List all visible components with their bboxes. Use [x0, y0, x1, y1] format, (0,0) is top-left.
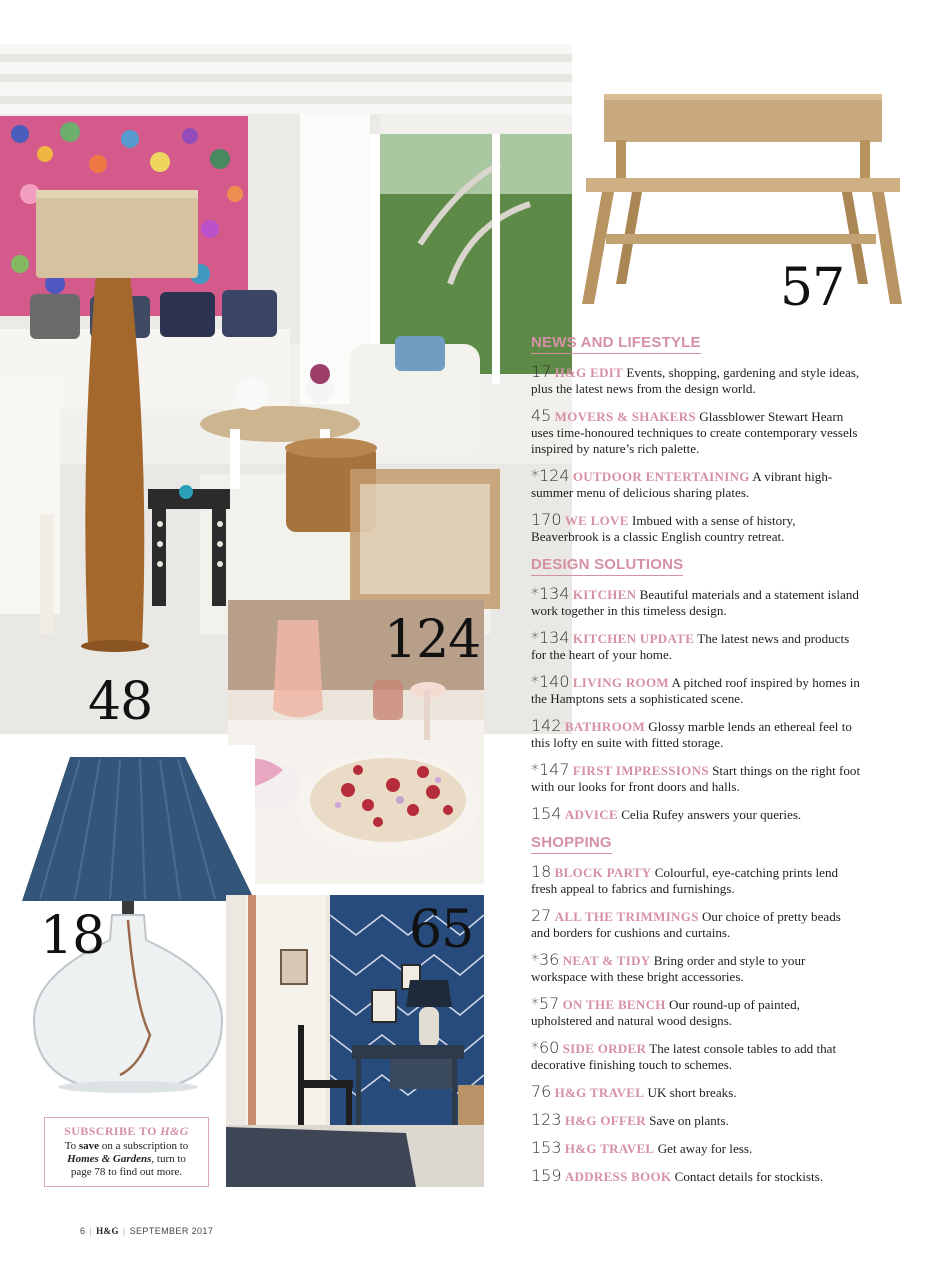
entry-title: H&G OFFER — [564, 1113, 646, 1128]
entry-desc: Celia Rufey answers your queries. — [621, 807, 802, 822]
section-heading: DESIGN SOLUTIONS — [531, 556, 683, 576]
entry-title: BATHROOM — [564, 719, 645, 734]
entry-desc: Glassblower Stewart Hearn uses time-honoured techniques to create contemporary vessels inspired by nature’s rich palette. — [531, 409, 858, 456]
contents-list — [531, 334, 861, 1196]
entry-title: H&G TRAVEL — [554, 1085, 645, 1100]
subscribe-body — [45, 1140, 208, 1179]
entry-page: 123 — [531, 1110, 562, 1129]
entry-title: KITCHEN UPDATE — [572, 631, 695, 646]
entry-desc: The latest console tables to add that decorative finishing touch to schemes. — [531, 1041, 837, 1072]
section-design-solutions — [531, 556, 861, 823]
entry-desc: Save on plants. — [649, 1113, 729, 1128]
entry-title: H&G TRAVEL — [564, 1141, 655, 1156]
entry-title: ADDRESS BOOK — [564, 1169, 672, 1184]
entry-desc: The latest news and products for the heart of your home. — [531, 631, 850, 662]
contents-entry[interactable] — [531, 586, 861, 619]
entry-page: 153 — [531, 1138, 562, 1157]
entry-title: SIDE ORDER — [562, 1041, 647, 1056]
contents-entry[interactable] — [531, 1112, 861, 1129]
contents-entry[interactable] — [531, 1168, 861, 1185]
entry-desc: Glossy marble lends an ethereal feel to this lofty en suite with fitted storage. — [531, 719, 852, 750]
entry-title: OUTDOOR ENTERTAINING — [572, 469, 750, 484]
entry-page: 142 — [531, 716, 562, 735]
entry-title: ALL THE TRIMMINGS — [554, 909, 699, 924]
entry-page: *36 — [531, 950, 560, 969]
entry-title: WE LOVE — [564, 513, 629, 528]
page-number-57[interactable]: 57 — [780, 258, 845, 318]
contents-entry[interactable] — [531, 762, 861, 795]
contents-entry[interactable] — [531, 1140, 861, 1157]
page-number-48[interactable]: 48 — [88, 672, 153, 732]
entry-title: FIRST IMPRESSIONS — [572, 763, 709, 778]
entry-title: ADVICE — [564, 807, 618, 822]
entry-page: *134 — [531, 584, 570, 603]
contents-entry[interactable] — [531, 364, 861, 397]
entry-page: 154 — [531, 804, 562, 823]
contents-entry[interactable] — [531, 864, 861, 897]
entry-page: *124 — [531, 466, 570, 485]
entry-desc: Our choice of pretty beads and borders for cushions and curtains. — [531, 909, 841, 940]
entry-desc: Colourful, eye-catching prints lend fresh appeal to fabrics and furnishings. — [531, 865, 839, 896]
entry-desc: Bring order and style to your workspace with these bright accessories. — [531, 953, 806, 984]
subscribe-text: on a subscription to — [99, 1140, 189, 1152]
entry-desc: Get away for less. — [657, 1141, 753, 1156]
entry-title: BLOCK PARTY — [554, 865, 652, 880]
page-footer — [80, 1226, 213, 1236]
section-shopping — [531, 834, 861, 1185]
entry-title: LIVING ROOM — [572, 675, 669, 690]
entry-page: 17 — [531, 362, 552, 381]
contents-entry[interactable] — [531, 674, 861, 707]
entry-page: 159 — [531, 1166, 562, 1185]
subscribe-text: page 78 to find out more. — [70, 1166, 183, 1178]
page-number-124[interactable]: 124 — [384, 610, 481, 670]
contents-entry[interactable] — [531, 630, 861, 663]
entry-desc: A vibrant high-summer menu of delicious sharing plates. — [531, 469, 833, 500]
entry-desc: Events, shopping, gardening and style ideas, plus the latest news from the design world. — [531, 365, 860, 396]
section-heading: NEWS AND LIFESTYLE — [531, 334, 701, 354]
entry-title: MOVERS & SHAKERS — [554, 409, 696, 424]
footer-brand: H&G — [96, 1226, 119, 1236]
entry-page: *60 — [531, 1038, 560, 1057]
contents-entry[interactable] — [531, 908, 861, 941]
footer-issue: SEPTEMBER 2017 — [129, 1226, 214, 1236]
entry-desc: UK short breaks. — [647, 1085, 737, 1100]
contents-entry[interactable] — [531, 1084, 861, 1101]
entry-page: 45 — [531, 406, 552, 425]
subscribe-title-brand: H&G — [160, 1124, 189, 1138]
footer-separator: | — [122, 1226, 126, 1236]
entry-desc: Beautiful materials and a statement island work together in this timeless design. — [531, 587, 859, 618]
entry-desc: A pitched roof inspired by homes in the Hamptons sets a sophisticated scene. — [531, 675, 860, 706]
entry-page: 76 — [531, 1082, 552, 1101]
footer-separator: | — [89, 1226, 93, 1236]
entry-title: NEAT & TIDY — [562, 953, 651, 968]
contents-entry[interactable] — [531, 1040, 861, 1073]
contents-entry[interactable] — [531, 468, 861, 501]
entry-page: 27 — [531, 906, 552, 925]
subscribe-text: , turn to — [151, 1153, 186, 1165]
section-news-and-lifestyle — [531, 334, 861, 545]
bench-photo — [572, 44, 927, 334]
entry-page: 18 — [531, 862, 552, 881]
entry-desc: Contact details for stockists. — [674, 1169, 824, 1184]
page-number-65[interactable]: 65 — [409, 900, 474, 960]
contents-entry[interactable] — [531, 806, 861, 823]
subscribe-title-prefix: SUBSCRIBE TO — [64, 1124, 161, 1138]
entry-page: *57 — [531, 994, 560, 1013]
entry-title: KITCHEN — [572, 587, 637, 602]
entry-desc: Start things on the right foot with our looks for front doors and halls. — [531, 763, 861, 794]
subscribe-magazine: Homes & Gardens — [67, 1153, 152, 1165]
page-number-18[interactable]: 18 — [40, 906, 105, 966]
contents-entry[interactable] — [531, 718, 861, 751]
contents-entry[interactable] — [531, 952, 861, 985]
entry-title: H&G EDIT — [554, 365, 624, 380]
contents-entry[interactable] — [531, 996, 861, 1029]
entry-page: 170 — [531, 510, 562, 529]
subscribe-save: save — [78, 1140, 100, 1152]
subscribe-title — [45, 1124, 208, 1139]
section-heading: SHOPPING — [531, 834, 612, 854]
contents-entry[interactable] — [531, 512, 861, 545]
entry-page: *134 — [531, 628, 570, 647]
entry-page: *147 — [531, 760, 570, 779]
entry-desc: Our round-up of painted, upholstered and natural wood designs. — [531, 997, 800, 1028]
subscribe-text: To — [64, 1140, 79, 1152]
subscribe-box[interactable] — [44, 1117, 209, 1187]
entry-page: *140 — [531, 672, 570, 691]
footer-page-number: 6 — [80, 1226, 86, 1236]
contents-entry[interactable] — [531, 408, 861, 457]
table-lamp-photo — [0, 745, 255, 1105]
entry-desc: Imbued with a sense of history, Beaverbrook is a classic English country retreat. — [531, 513, 796, 544]
entry-title: ON THE BENCH — [562, 997, 666, 1012]
